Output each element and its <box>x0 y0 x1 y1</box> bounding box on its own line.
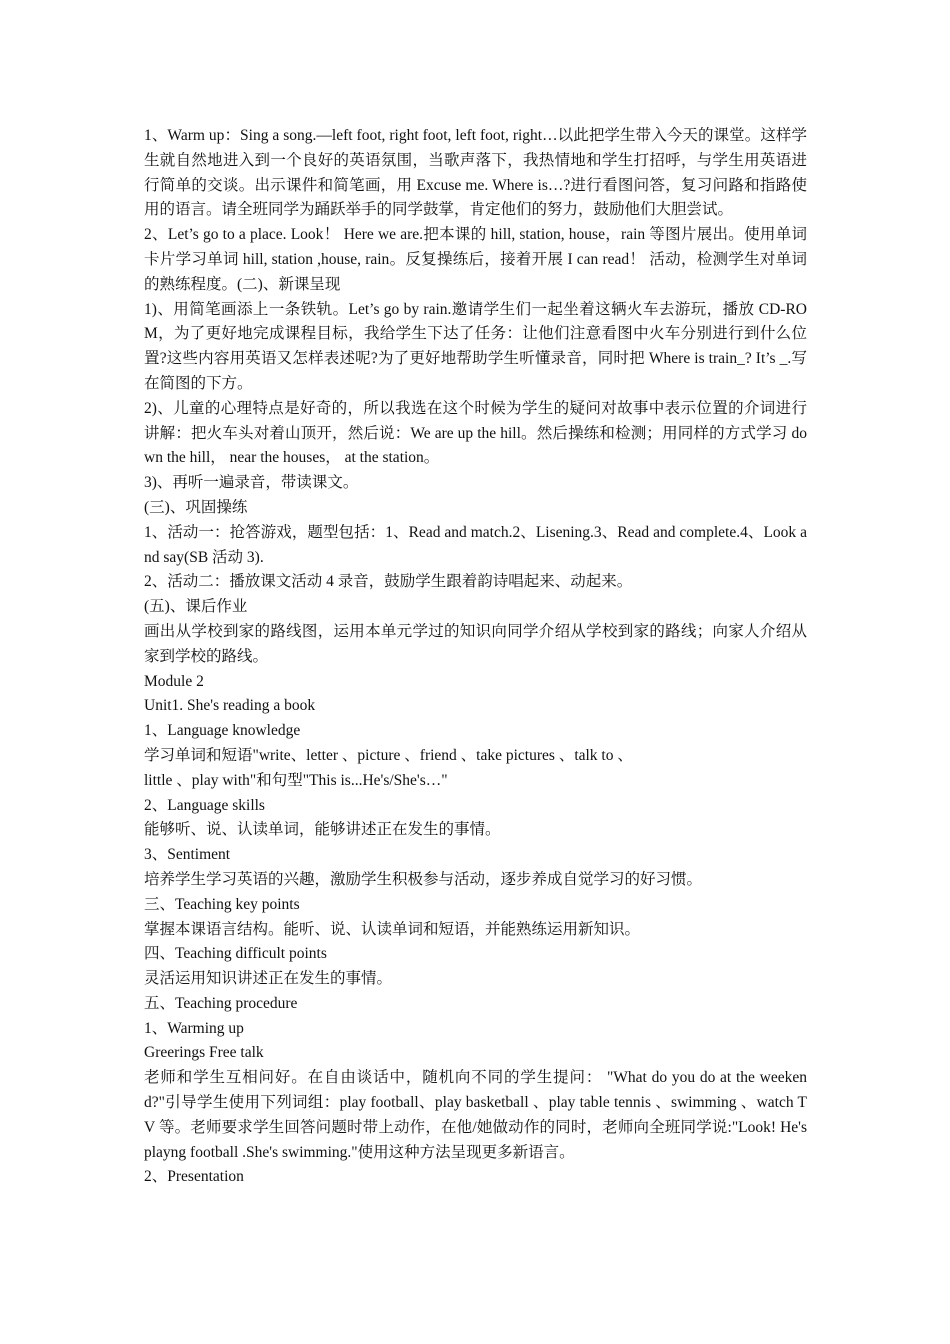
heading-key-points: 三、Teaching key points <box>144 895 300 913</box>
paragraph-difficult-points: 灵活运用知识讲述正在发生的事情。 <box>144 970 393 988</box>
paragraph-activity-one: 1、活动一：抢答游戏，题型包括：1、Read and match.2、Lisening.3、Read and complete.4、Look and say(SB 活动 3). <box>144 523 807 566</box>
paragraph-lets-go: 2、Let’s go to a place. Look！ Here we are.把本课的 hill, station, house，rain 等图片展出。使用单词卡片学习单词 hill, station ,house, rain。反复操练后，接着开展 I can read！ 活动，检测学生对单词的熟练程度。(二)、新课呈现 <box>144 226 807 293</box>
heading-language-skills: 2、Language skills <box>144 796 265 814</box>
heading-warming-up: 1、Warming up <box>144 1019 244 1037</box>
unit-title: Unit1. She's reading a book <box>144 697 316 715</box>
section-heading-practice: (三)、巩固操练 <box>144 498 248 516</box>
paragraph-warm-up: 1、Warm up：Sing a song.—left foot, right foot, left foot, right…以此把学生带入今天的课堂。这样学生就自然地进入到一个良好的英语氛围，当歌声落下，我热情地和学生打招呼，与学生用英语进行简单的交谈。出示课件和简笔画，用 Excuse me. Where is…?进行看图问答，复习问路和指路使用的语言。请全班同学为踊跃举手的同学鼓掌，肯定他们的努力，鼓励他们大胆尝试。 <box>144 127 807 219</box>
paragraph-homework: 画出从学校到家的路线图，运用本单元学过的知识向同学介绍从学校到家的路线；向家人介绍从家到学校的路线。 <box>144 622 807 665</box>
paragraph-listen-again: 3)、再听一遍录音，带读课文。 <box>144 474 359 492</box>
heading-difficult-points: 四、Teaching difficult points <box>144 945 327 963</box>
heading-presentation: 2、Presentation <box>144 1168 244 1186</box>
paragraph-greetings: Greerings Free talk <box>144 1044 264 1062</box>
paragraph-key-points: 掌握本课语言结构。能听、说、认读单词和短语，并能熟练运用新知识。 <box>144 920 641 938</box>
paragraph-railway: 1)、用简笔画添上一条铁轨。Let’s go by rain.邀请学生们一起坐着这辆火车去游玩，播放 CD-ROM，为了更好地完成课程目标，我给学生下达了任务：让他们注意看图中火车分别进行到什么位置?这些内容用英语又怎样表述呢?为了更好地帮助学生听懂录音，同时把 Where is train_? It’s _.写在简图的下方。 <box>144 300 807 392</box>
paragraph-free-talk: 老师和学生互相问好。在自由谈话中，随机向不同的学生提问： "What do you do at the weekend?"引导学生使用下列词组：play football、play basketball 、play table tennis 、swimming 、watch TV 等。老师要求学生回答问题时带上动作，在他/她做动作的同时，老师向全班同学说:"Look! He's playng football .She's swimming."使用这种方法呈现更多新语言。 <box>144 1069 807 1161</box>
paragraph-vocabulary-line-2: little 、play with"和句型"This is...He's/She's…" <box>144 771 448 789</box>
paragraph-activity-two: 2、活动二：播放课文活动 4 录音，鼓励学生跟着韵诗唱起来、动起来。 <box>144 573 633 591</box>
heading-sentiment: 3、Sentiment <box>144 846 231 864</box>
heading-teaching-procedure: 五、Teaching procedure <box>144 994 298 1012</box>
paragraph-prepositions: 2)、儿童的心理特点是好奇的，所以我选在这个时候为学生的疑问对故事中表示位置的介词进行讲解：把火车头对着山顶开，然后说：We are up the hill。然后操练和检测；用同样的方式学习 down the hill， near the houses， at the station。 <box>144 399 807 467</box>
module-title: Module 2 <box>144 672 204 690</box>
paragraph-sentiment: 培养学生学习英语的兴趣，激励学生积极参与活动，逐步养成自觉学习的好习惯。 <box>144 870 703 888</box>
section-heading-homework: (五)、课后作业 <box>144 598 248 616</box>
document-body <box>144 124 807 1190</box>
heading-language-knowledge: 1、Language knowledge <box>144 722 301 740</box>
paragraph-skills: 能够听、说、认读单词，能够讲述正在发生的事情。 <box>144 821 501 839</box>
paragraph-vocabulary-line-1: 学习单词和短语"write、letter 、picture 、friend 、take pictures 、talk to 、 <box>144 746 633 764</box>
